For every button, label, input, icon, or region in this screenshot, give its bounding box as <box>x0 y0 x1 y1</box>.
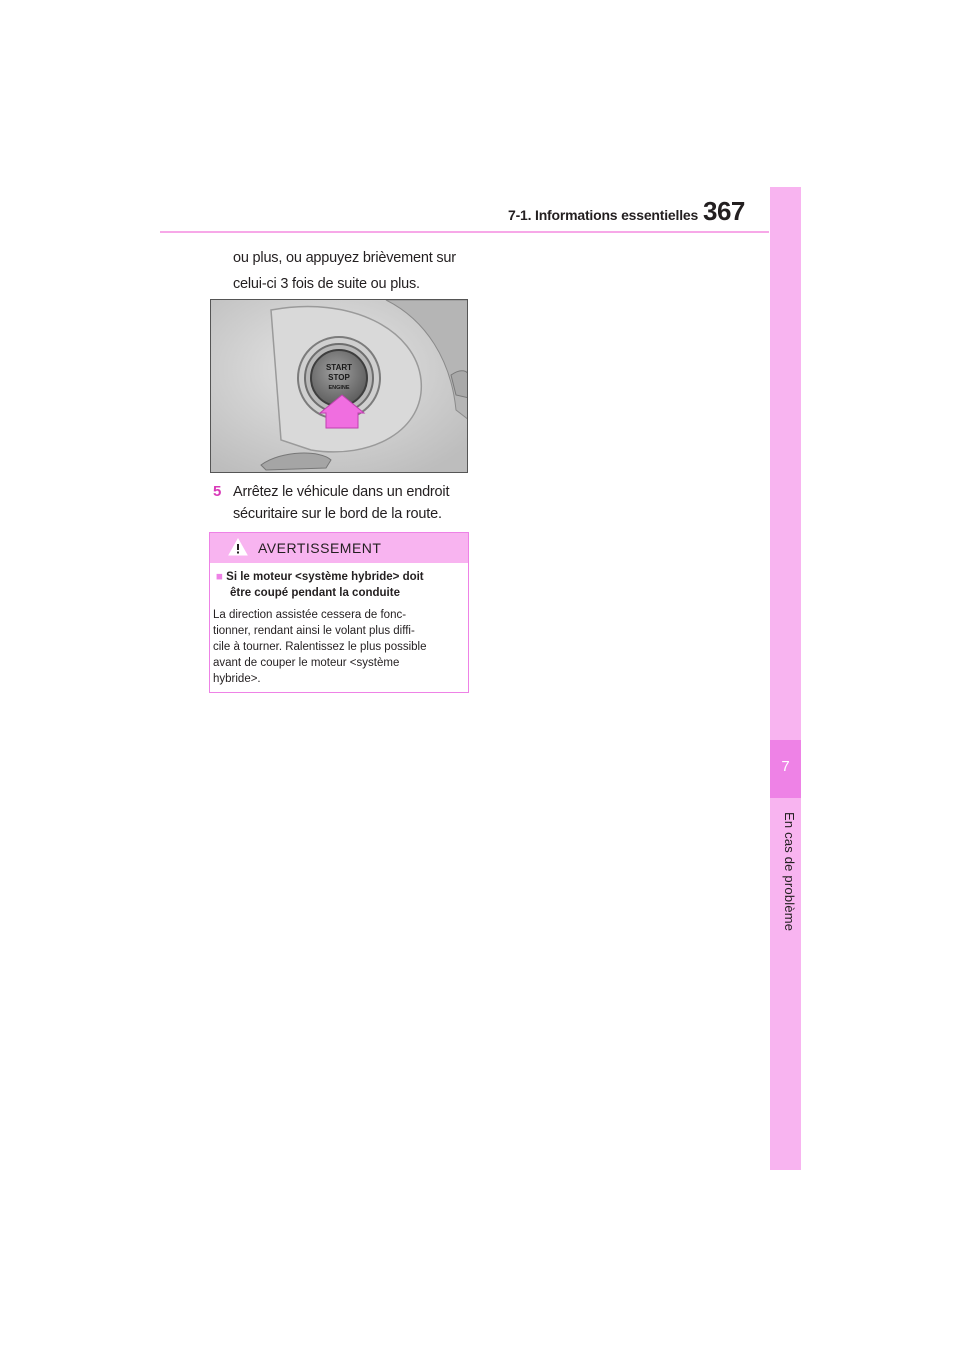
warning-box <box>209 532 469 693</box>
button-label-engine: ENGINE <box>328 385 350 391</box>
step-5-line-1: Arrêtez le véhicule dans un endroit <box>233 484 450 500</box>
chapter-label: En cas de problème <box>782 812 797 932</box>
warning-text <box>213 607 465 687</box>
dashboard-illustration <box>211 300 468 473</box>
start-stop-button-illustration <box>210 299 468 473</box>
warning-text-line: hybride>. <box>213 673 261 685</box>
warning-header <box>210 533 468 563</box>
warning-text-line: cile à tourner. Ralentissez le plus possible <box>213 641 427 653</box>
warning-subtitle-line-1: Si le moteur <système hybride> doit <box>226 571 424 583</box>
button-label-start: START <box>325 363 353 372</box>
warning-title: AVERTISSEMENT <box>258 540 382 556</box>
warning-triangle-icon <box>228 538 248 556</box>
header-divider <box>160 231 769 233</box>
chapter-number: 7 <box>781 758 790 775</box>
warning-text-line: avant de couper le moteur <système <box>213 657 400 669</box>
warning-text-line: La direction assistée cessera de fonc- <box>213 609 407 621</box>
button-label-stop: STOP <box>328 373 350 382</box>
warning-subtitle <box>216 569 464 601</box>
step-number-5: 5 <box>213 483 222 500</box>
chapter-side-tab <box>770 187 801 1170</box>
intro-line-1: ou plus, ou appuyez brièvement sur <box>233 250 456 266</box>
step-5-line-2: sécuritaire sur le bord de la route. <box>233 506 442 522</box>
page-number: 367 <box>703 196 745 226</box>
warning-text-line: tionner, rendant ainsi le volant plus diffi- <box>213 625 415 637</box>
square-bullet-icon: ■ <box>216 571 223 583</box>
section-title: 7-1. Informations essentielles <box>508 207 699 223</box>
warning-subtitle-line-2: être coupé pendant la conduite <box>230 587 400 599</box>
intro-line-2: celui-ci 3 fois de suite ou plus. <box>233 276 420 292</box>
